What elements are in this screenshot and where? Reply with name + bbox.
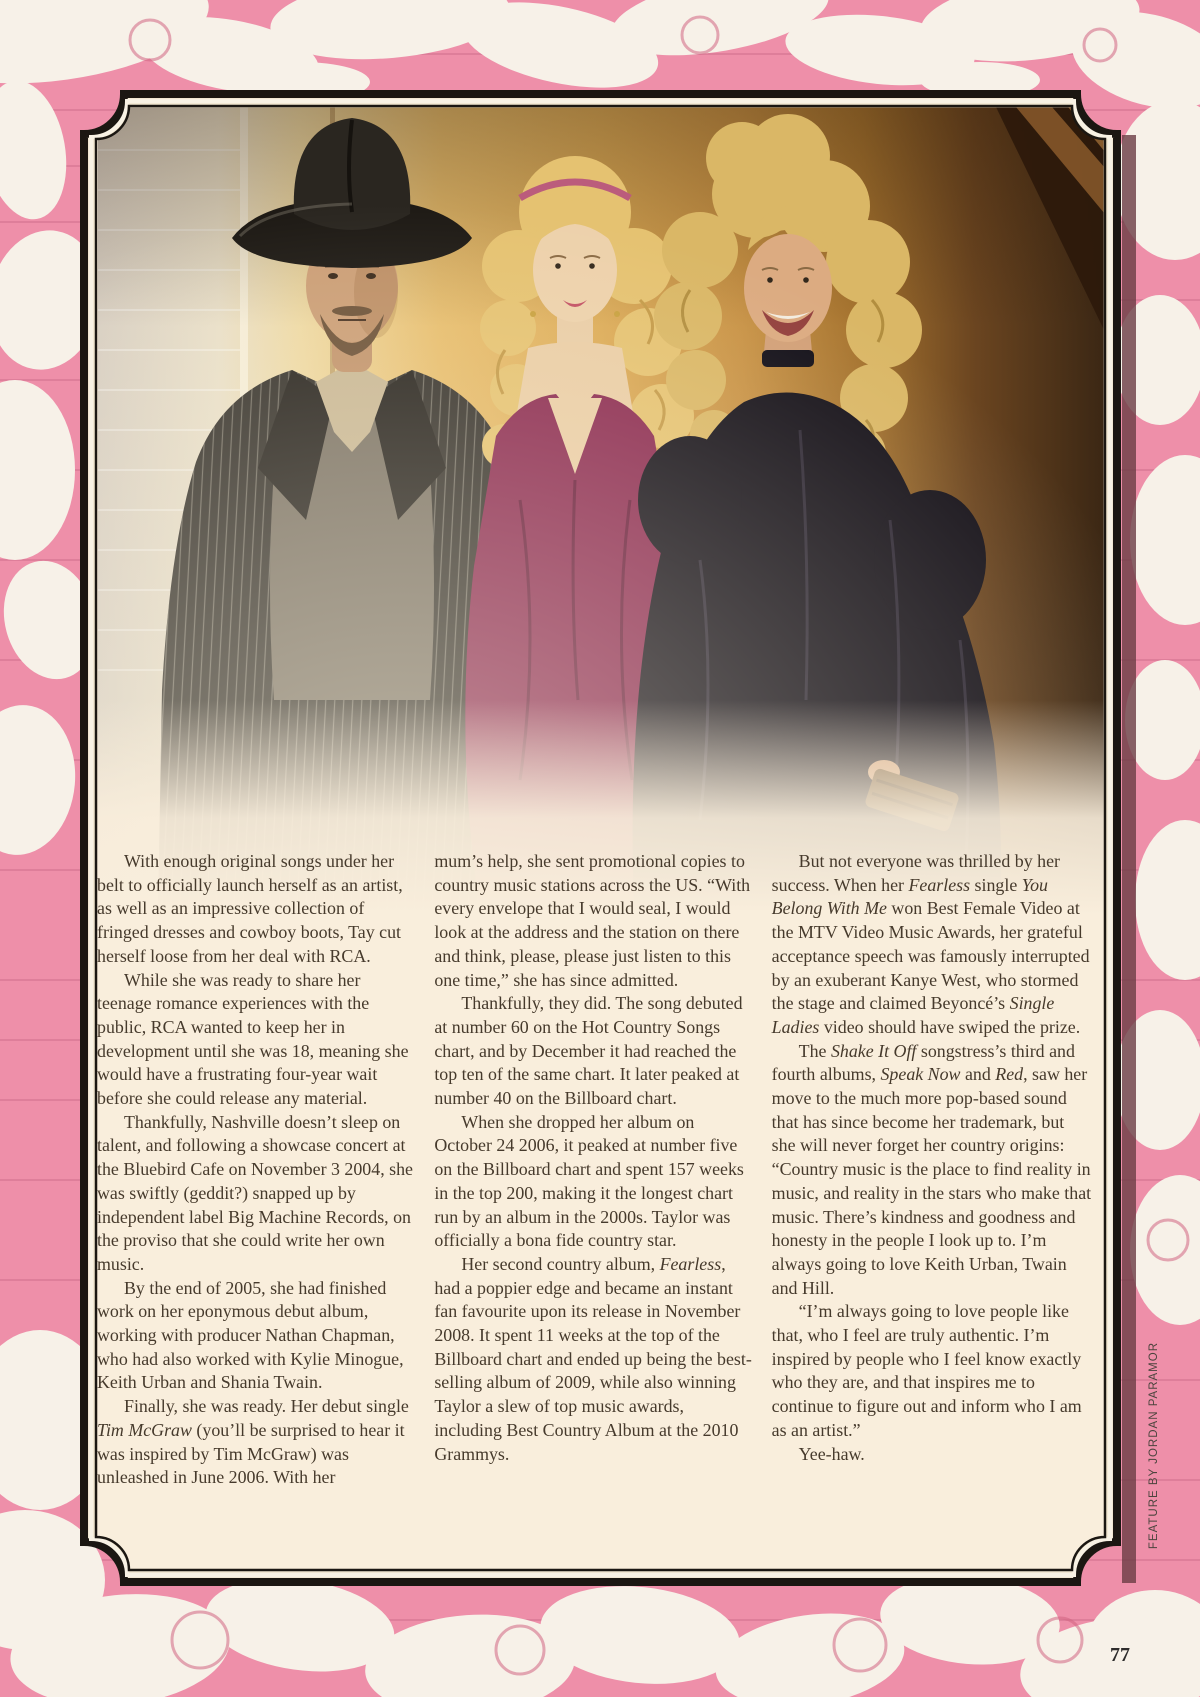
article-body [97,850,1092,1560]
article-column-2: mum’s help, she sent promotional copies to country music stations across the US. “With every envelope that I would seal, I would look at the address and the station on there and think, please, please just listen to this one time,” she has since admitted. Thankfully, they did. The song debuted at number 60 on the Hot Country Songs chart, and by December it had reached the top ten of the same chart. It later peaked at number 40 on the Billboard chart. When she dropped her album on October 24 2006, it peaked at number five on the Billboard chart and spent 157 weeks in the top 200, making it the longest chart run by an album in the 2000s. Taylor was officially a bona fide country star. Her second country album, Fearless, had a poppier edge and became an instant fan favourite upon its release in November 2008. It spent 11 weeks at the top of the Billboard chart and ended up being the best-selling album of 2009, while also winning Taylor a slew of top music awards, including Best Country Album at the 2010 Grammys. [434,851,752,1464]
article-column-3: But not everyone was thrilled by her success. When her Fearless single You Belong With Me won Best Female Video at the MTV Video Music Awards, her grateful acceptance speech was famously interrupted by an exuberant Kanye West, who stormed the stage and claimed Beyoncé’s Single Ladies video should have swiped the prize. The Shake It Off songstress’s third and fourth albums, Speak Now and Red, saw her move to the much more pop-based sound that has since become her trademark, but she will never forget her country origins: “Country music is the place to find reality in music, and reality in the stars who make that music. There’s kindness and goodness and honesty in the people I look up to. I’m always going to love Keith Urban, Twain and Hill. “I’m always going to love people like that, who I feel are truly authentic. I’m inspired by people who I feel know exactly who they are, and that inspires me to continue to figure out and inform who I am as an artist.” Yee-haw. [771,851,1092,1464]
backstage-photo [98,107,1105,915]
article-column-1: With enough original songs under her belt to officially launch herself as an artist, as well as an impressive collection of fringed dresses and cowboy boots, Tay cut herself loose from her deal with RCA. While she was ready to share her teenage romance experiences with the public, RCA wanted to keep her in development until she was 18, meaning she would have a frustrating four-year wait before she could release any material. Thankfully, Nashville doesn’t sleep on talent, and following a showcase concert at the Bluebird Cafe on November 3 2004, she was swiftly (geddit?) snapped up by independent label Big Machine Records, on the proviso that she could write her own music. By the end of 2005, she had finished work on her eponymous debut album, working with producer Nathan Chapman, who had also worked with Kylie Minogue, Keith Urban and Shania Twain. Finally, she was ready. Her debut single Tim McGraw (you’ll be surprised to hear it was inspired by Tim McGraw) was unleashed in June 2006. With her [97,851,413,1488]
feature-credit: FEATURE BY JORDAN PARAMOR [1148,1341,1160,1549]
page-number: 77 [1110,1644,1130,1666]
page-edge-shadow [1122,135,1136,1583]
